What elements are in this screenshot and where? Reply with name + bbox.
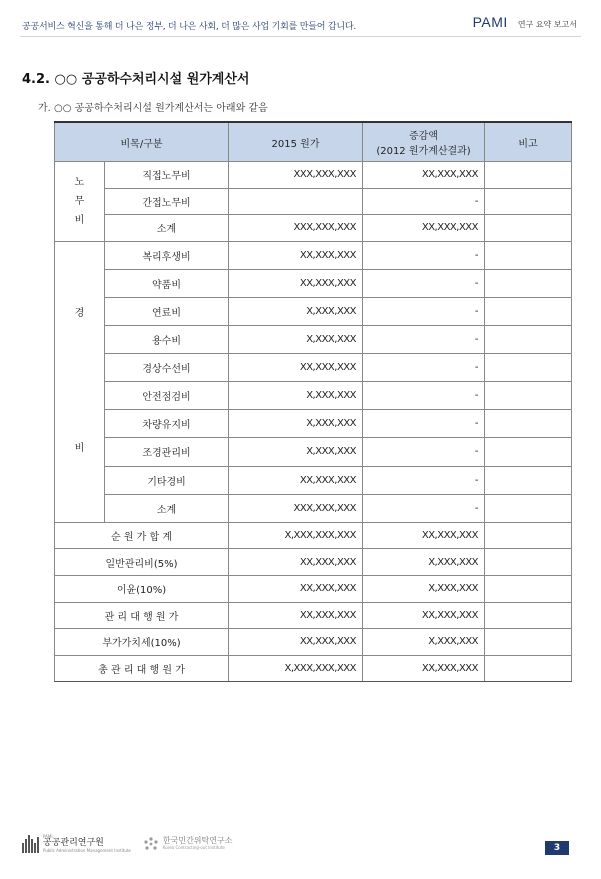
note-cell (485, 269, 572, 297)
table-row (55, 162, 572, 189)
labor-group-label (55, 162, 105, 242)
table-row (55, 215, 572, 242)
labor-char: 비 (74, 214, 85, 226)
section-subtitle: 가. ○○ 공공하수처리시설 원가계산서는 아래와 같음 (38, 103, 268, 114)
change-cell: X,XXX,XXX (363, 549, 485, 576)
header-brand-block (473, 14, 577, 30)
pami-logo-sub: Public Administration Management Institute (43, 848, 131, 853)
change-cell: XX,XXX,XXX (363, 522, 485, 549)
table-row (55, 549, 572, 576)
row-label: 조경관리비 (105, 438, 229, 466)
cost-cell: XX,XXX,XXX (229, 575, 363, 602)
change-cell: - (363, 354, 485, 382)
kci-logo-name: 한국민간위탁연구소 (162, 835, 233, 845)
header-change (363, 122, 485, 162)
cost-cell: X,XXX,XXX (229, 297, 363, 325)
note-cell (485, 297, 572, 325)
cost-cell: XX,XXX,XXX (229, 549, 363, 576)
row-label: 약품비 (105, 269, 229, 297)
header-change-line2: (2012 원가계산결과) (376, 146, 471, 157)
report-type: 연구 요약 보고서 (517, 20, 577, 29)
note-cell (485, 438, 572, 466)
expense-char-top: 경 (74, 307, 85, 319)
change-cell: - (363, 297, 485, 325)
cost-cell (229, 188, 363, 215)
table-row (55, 602, 572, 629)
table-row (55, 466, 572, 494)
note-cell (485, 241, 572, 269)
table-row (55, 269, 572, 297)
note-cell (485, 382, 572, 410)
row-label: 간접노무비 (105, 188, 229, 215)
table-row (55, 575, 572, 602)
cost-cell: X,XXX,XXX,XXX (229, 522, 363, 549)
header-note: 비고 (485, 122, 572, 162)
note-cell (485, 602, 572, 629)
change-cell: - (363, 188, 485, 215)
table-row (55, 655, 572, 682)
kci-mark-icon (143, 836, 159, 852)
change-cell: - (363, 269, 485, 297)
pami-bars-icon (22, 835, 39, 853)
row-label: 연료비 (105, 297, 229, 325)
cost-cell: XX,XXX,XXX (229, 602, 363, 629)
table-row (55, 629, 572, 656)
pami-logo (22, 834, 131, 853)
cost-cell: X,XXX,XXX (229, 410, 363, 438)
expense-char-bottom: 비 (74, 442, 85, 454)
change-cell: X,XXX,XXX (363, 629, 485, 656)
table-row (55, 326, 572, 354)
kci-logo (143, 836, 233, 852)
table-row (55, 241, 572, 269)
note-cell (485, 655, 572, 682)
row-label: 순 원 가 합 계 (55, 522, 229, 549)
note-cell (485, 410, 572, 438)
change-cell: XX,XXX,XXX (363, 655, 485, 682)
row-label: 경상수선비 (105, 354, 229, 382)
change-cell: XX,XXX,XXX (363, 162, 485, 189)
row-label: 이윤(10%) (55, 575, 229, 602)
header-cost-2015: 2015 원가 (229, 122, 363, 162)
table-row (55, 188, 572, 215)
pami-logo-small: PAMI (43, 834, 53, 839)
change-cell: XX,XXX,XXX (363, 602, 485, 629)
brand-name: PAMI (472, 14, 508, 30)
row-label: 총 관 리 대 행 원 가 (55, 655, 229, 682)
pami-logo-name: 공공관리연구원 (43, 838, 104, 848)
row-label: 안전점검비 (105, 382, 229, 410)
note-cell (485, 629, 572, 656)
change-cell: - (363, 438, 485, 466)
cost-cell: X,XXX,XXX,XXX (229, 655, 363, 682)
row-label: 일반관리비(5%) (55, 549, 229, 576)
note-cell (485, 188, 572, 215)
table-row (55, 522, 572, 549)
table-header-row (55, 122, 572, 162)
header-change-line1: 증감액 (409, 131, 438, 142)
table-row (55, 297, 572, 325)
note-cell (485, 354, 572, 382)
header-divider (20, 36, 581, 37)
cost-cell: XX,XXX,XXX (229, 354, 363, 382)
change-cell: - (363, 466, 485, 494)
row-label: 용수비 (105, 326, 229, 354)
row-label: 직접노무비 (105, 162, 229, 189)
note-cell (485, 522, 572, 549)
cost-cell: XX,XXX,XXX (229, 269, 363, 297)
change-cell: - (363, 326, 485, 354)
cost-cell: XX,XXX,XXX (229, 241, 363, 269)
change-cell: XX,XXX,XXX (363, 215, 485, 242)
cost-cell: X,XXX,XXX (229, 326, 363, 354)
change-cell: - (363, 241, 485, 269)
expense-group-label (55, 241, 105, 522)
cost-cell: XX,XXX,XXX (229, 629, 363, 656)
table-row (55, 438, 572, 466)
change-cell: - (363, 382, 485, 410)
row-label: 복리후생비 (105, 241, 229, 269)
table-row (55, 382, 572, 410)
change-cell: - (363, 410, 485, 438)
cost-cell: XXX,XXX,XXX (229, 215, 363, 242)
note-cell (485, 494, 572, 522)
change-cell: - (363, 494, 485, 522)
table-row (55, 494, 572, 522)
kci-logo-sub: Korea Contracting-out Institute (162, 845, 225, 851)
row-label: 차량유지비 (105, 410, 229, 438)
cost-cell: XX,XXX,XXX (229, 466, 363, 494)
cost-cell: X,XXX,XXX (229, 438, 363, 466)
cost-cell: X,XXX,XXX (229, 382, 363, 410)
note-cell (485, 326, 572, 354)
change-cell: X,XXX,XXX (363, 575, 485, 602)
row-label: 기타경비 (105, 466, 229, 494)
note-cell (485, 215, 572, 242)
row-label: 부가가치세(10%) (55, 629, 229, 656)
labor-char: 노 (74, 176, 85, 188)
table-row (55, 354, 572, 382)
cost-table (54, 121, 572, 682)
row-label: 소계 (105, 215, 229, 242)
note-cell (485, 575, 572, 602)
cost-cell: XXX,XXX,XXX (229, 162, 363, 189)
note-cell (485, 466, 572, 494)
note-cell (485, 162, 572, 189)
footer-logos (22, 834, 232, 853)
header-category: 비목/구분 (55, 122, 229, 162)
row-label: 소계 (105, 494, 229, 522)
note-cell (485, 549, 572, 576)
header-tagline: 공공서비스 혁신을 통해 더 나은 정부, 더 나은 사회, 더 많은 사업 기회를 만들어 갑니다. (22, 22, 357, 32)
cost-cell: XXX,XXX,XXX (229, 494, 363, 522)
row-label: 관 리 대 행 원 가 (55, 602, 229, 629)
page-number: 3 (545, 841, 569, 855)
labor-char: 무 (74, 195, 85, 207)
section-title: 4.2. ○○ 공공하수처리시설 원가계산서 (22, 72, 250, 87)
table-row (55, 410, 572, 438)
